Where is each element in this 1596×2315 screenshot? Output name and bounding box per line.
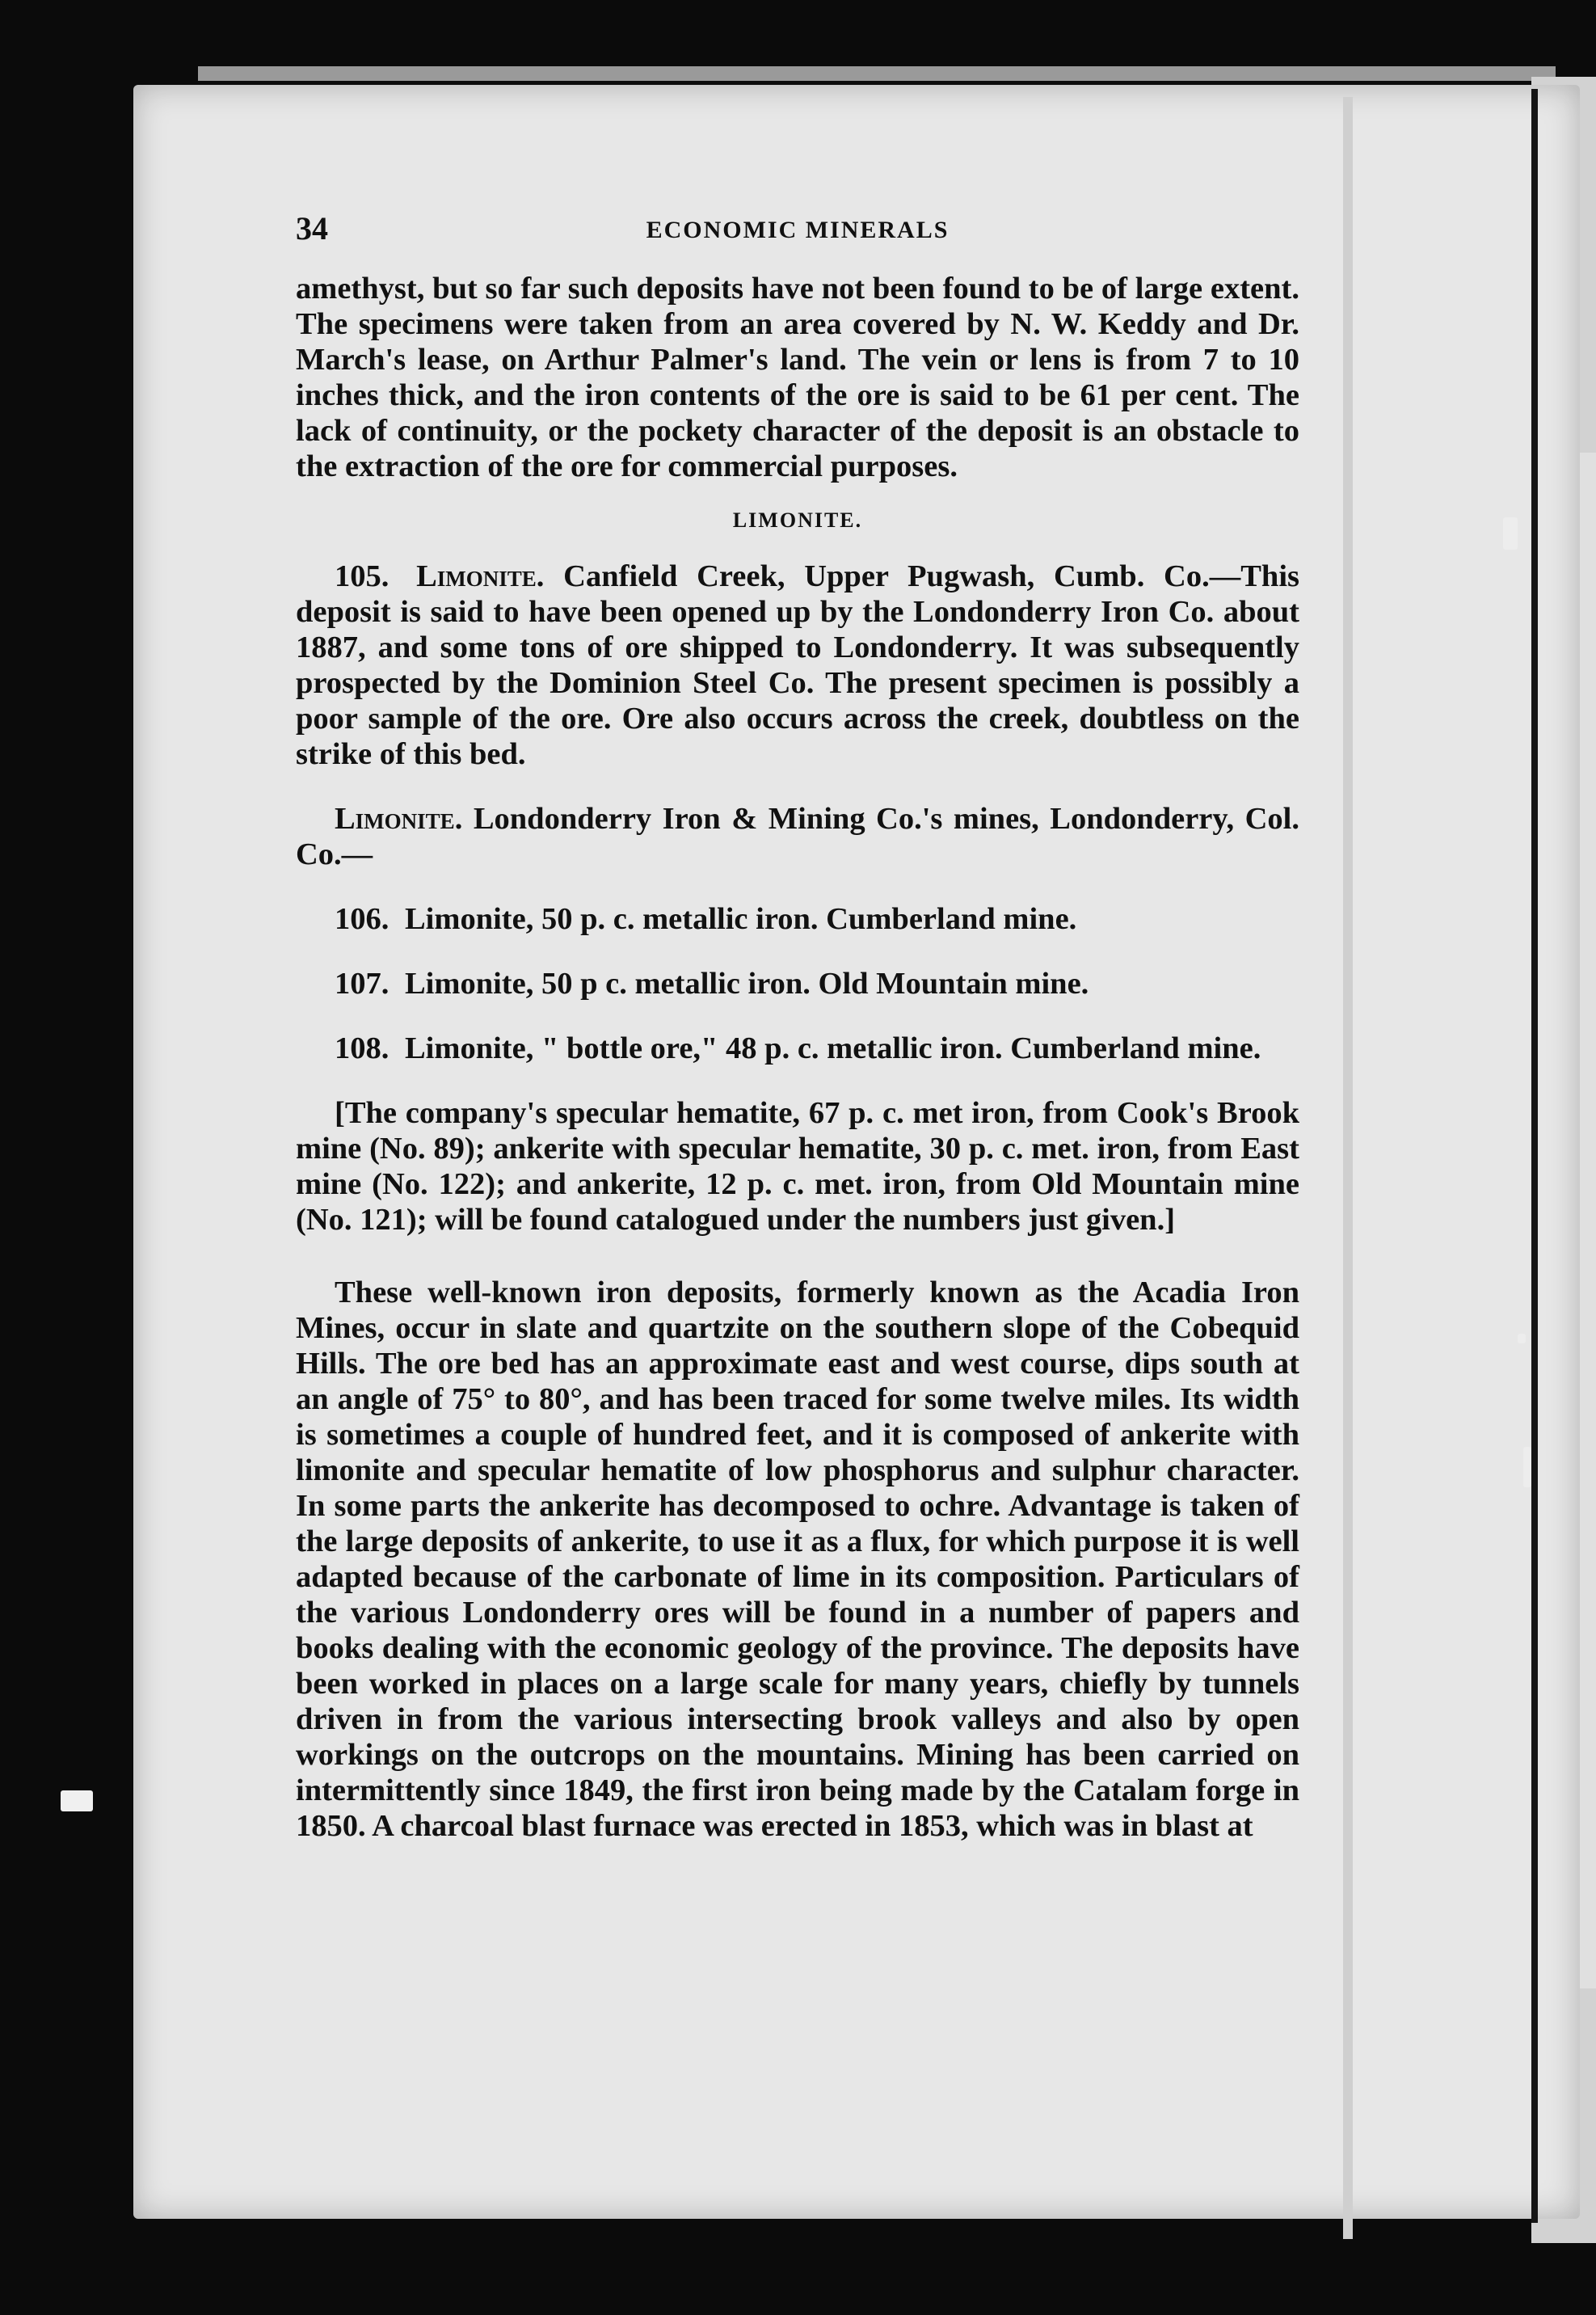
entry-105-text: Canfield Creek, Upper Pugwash, Cumb. Co.—This deposit is said to have been opened up by the Londonderry Iron Co. about 1887, and some tons of ore shipped to Londonderry. It was subsequently prospected by the Dominion Steel Co. The present specimen is possibly a poor sample of the ore. Ore also occurs across the creek, doubtless on the strike of this bed.	[296, 559, 1300, 771]
page-speck	[61, 1790, 93, 1811]
entry-105	[296, 559, 1299, 772]
entry-group-name: Limonite.	[335, 802, 463, 836]
entry-108-number: 108.	[335, 1031, 390, 1065]
entry-106	[296, 901, 1299, 937]
entry-106-number: 106.	[335, 902, 390, 936]
page-speck	[1518, 1334, 1526, 1343]
entry-107	[296, 966, 1299, 1001]
entry-105-name: Limonite.	[416, 559, 545, 593]
page-fold-strip	[1343, 97, 1353, 2239]
running-title: ECONOMIC MINERALS	[646, 217, 950, 243]
entry-107-text: Limonite, 50 p c. metallic iron. Old Mountain mine.	[405, 967, 1089, 1001]
entry-group	[296, 801, 1299, 872]
entry-106-text: Limonite, 50 p. c. metallic iron. Cumberland mine.	[405, 902, 1077, 936]
intro-paragraph: amethyst, but so far such deposits have not been found to be of large extent. The specimens were taken from an area covered by N. W. Keddy and Dr. March's lease, on Arthur Palmer's land. The vein or lens is from 7 to 10 inches thick, and the iron contents of the ore is said to be 61 per cent. The lack of continuity, or the pockety character of the deposit is an obstacle to the extraction of the ore for commercial purposes.	[296, 272, 1299, 483]
bracket-note: [The company's specular hematite, 67 p. c. met iron, from Cook's Brook mine (No. 89); ankerite with specular hematite, 30 p. c. met. iron, from East mine (No. 122); and ankerite, 12 p. c. met. iron, from Old Mountain mine (No. 121); will be found catalogued under the numbers just given.]	[296, 1096, 1299, 1237]
page-content	[296, 206, 1299, 1844]
running-head	[296, 206, 1299, 255]
acadia-paragraph: These well-known iron deposits, formerly known as the Acadia Iron Mines, occur in slate and quartzite on the southern slope of the Cobequid Hills. The ore bed has an approximate east and west course, dips south at an angle of 75° to 80°, and has been traced for some twelve miles. Its width is sometimes a couple of hundred feet, and it is composed of ankerite with limonite and specular hematite of low phosphorus and sulphur character. In some parts the ankerite has decomposed to ochre. Advantage is taken of the large deposits of ankerite, to use it as a flux, for which purpose it is well adapted because of the carbonate of lime in its composition. Particulars of the various Londonderry ores will be found in a number of papers and books dealing with the economic geology of the province. The deposits have been worked in places on a large scale for many years, chiefly by tunnels driven in from the various intersecting brook valleys and also by open workings on the outcrops on the mountains. Mining has been carried on intermittently since 1849, the first iron being made by the Catalam forge in 1850. A charcoal blast furnace was erected in 1853, which was in blast at	[296, 1276, 1299, 1843]
page-speck	[1503, 517, 1518, 550]
entry-108	[296, 1031, 1299, 1066]
entry-108-text: Limonite, " bottle ore," 48 p. c. metallic iron. Cumberland mine.	[405, 1031, 1261, 1065]
page-top-edge	[198, 66, 1556, 81]
page-number: 34	[296, 210, 328, 247]
entry-105-number: 105.	[335, 559, 390, 593]
entry-107-number: 107.	[335, 967, 390, 1001]
page-speck	[1523, 1447, 1531, 1487]
entry-group-text: Londonderry Iron & Mining Co.'s mines, Londonderry, Col. Co.—	[296, 802, 1299, 871]
section-heading: LIMONITE.	[732, 508, 863, 532]
page-gutter-divider	[1531, 89, 1538, 2223]
